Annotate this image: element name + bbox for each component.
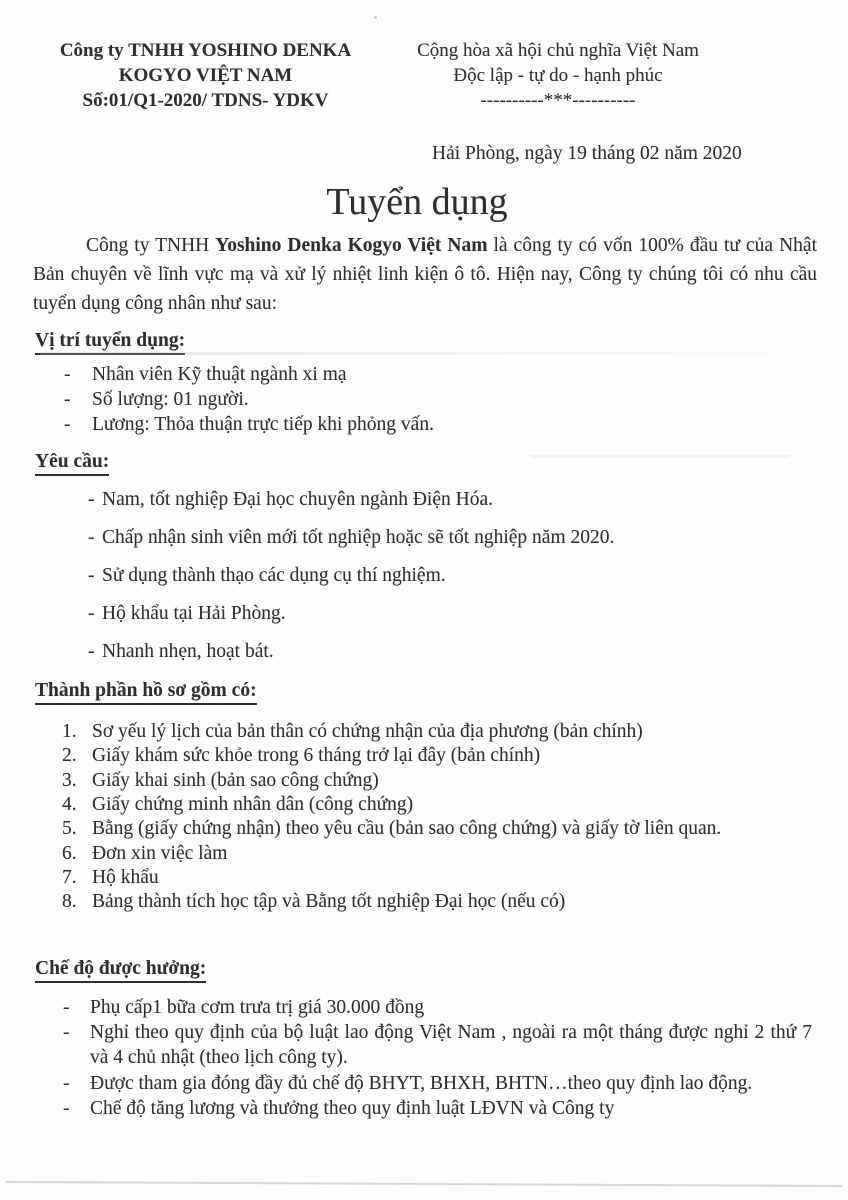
list-item <box>0 601 848 626</box>
list-item-text: Số lượng: 01 người. <box>92 389 249 411</box>
list-item-text: Hộ khẩu tại Hải Phòng. <box>102 603 286 624</box>
list-item <box>0 412 848 437</box>
item-number: 5. <box>62 818 77 840</box>
list-item <box>0 842 848 866</box>
list-item-text: Sử dụng thành thạo các dụng cụ thí nghiệm. <box>102 565 446 586</box>
list-item <box>0 525 848 550</box>
list-item-text: Giấy khai sinh (bản sao công chứng) <box>92 769 379 791</box>
list-item-text: Chế độ tăng lương và thưởng theo quy định luật LĐVN và Công ty <box>90 1097 615 1119</box>
list-item <box>0 817 848 841</box>
list-item <box>0 362 848 387</box>
dateline: Hải Phòng, ngày 19 tháng 02 năm 2020 <box>432 143 742 164</box>
list-item-text: Nam, tốt nghiệp Đại học chuyên ngành Điện Hóa. <box>102 489 493 510</box>
item-number: 3. <box>62 769 77 791</box>
benefits-list <box>0 995 812 1121</box>
section-heading-position: Vị trí tuyển dụng: <box>35 328 185 355</box>
scan-smudge-artifact <box>530 455 790 458</box>
list-item-text: Chấp nhận sinh viên mới tốt nghiệp hoặc sẽ tốt nghiệp năm 2020. <box>102 527 615 548</box>
list-item-text: Nghỉ theo quy định của bộ luật lao động Việt Nam , ngoài ra một tháng được nghỉ 2 thứ 7 và 4 chủ nhật (theo lịch công ty). <box>90 1022 812 1069</box>
documents-list <box>0 720 848 915</box>
list-item-text: Giấy khám sức khỏe trong 6 tháng trở lại đây (bản chính) <box>92 745 541 767</box>
list-item <box>0 387 848 412</box>
header-separator: ----------***---------- <box>480 90 636 111</box>
item-number: 8. <box>62 891 77 913</box>
item-number: 1. <box>62 721 77 742</box>
section-heading-requirements: Yêu cầu: <box>35 449 109 476</box>
company-header-block <box>28 38 383 113</box>
company-name-inline: Yoshino Denka Kogyo Việt Nam <box>215 235 488 256</box>
scan-edge-line-artifact <box>6 1181 842 1187</box>
list-item <box>0 866 848 890</box>
list-item-text: Bằng (giấy chứng nhận) theo yêu cầu (bản sao công chứng) và giấy tờ liên quan. <box>92 818 722 840</box>
item-number: 6. <box>62 842 77 864</box>
list-item <box>0 563 848 588</box>
item-number: 4. <box>62 794 77 816</box>
list-item <box>0 1096 812 1121</box>
dash-marker: - <box>88 565 95 586</box>
list-item-text: Hộ khẩu <box>92 867 159 889</box>
list-item <box>0 769 848 793</box>
list-item <box>0 1020 812 1070</box>
list-item-text: Nhanh nhẹn, hoạt bát. <box>102 641 274 662</box>
list-item-text: Giấy chứng minh nhân dân (công chứng) <box>92 794 414 816</box>
dash-marker: - <box>88 603 95 624</box>
company-name-line-1: Công ty TNHH YOSHINO DENKA <box>59 40 352 61</box>
national-header-block <box>388 38 728 113</box>
dash-marker: - <box>88 489 95 510</box>
intro-text-after: là công ty có vốn 100% đầu tư của Nhật Bản chuyên về lĩnh vực mạ và xử lý nhiệt linh kiện ô tô. Hiện nay, Công ty chúng tôi có nhu cầu tuyển dụng công nhân như sau: <box>33 235 817 314</box>
dash-marker: - <box>64 389 71 411</box>
dash-marker: - <box>63 1072 70 1094</box>
position-list <box>0 362 848 438</box>
item-number: 2. <box>62 745 77 767</box>
list-item-text: Được tham gia đóng đầy đủ chế độ BHYT, BHXH, BHTN…theo quy định lao động. <box>90 1072 753 1094</box>
intro-text-before: Công ty TNHH <box>86 235 216 256</box>
scan-dot-artifact <box>374 16 377 19</box>
intro-paragraph <box>33 231 817 318</box>
list-item <box>0 890 848 914</box>
page-title: Tuyển dụng <box>326 181 508 223</box>
requirements-list <box>0 487 848 677</box>
dash-marker: - <box>63 1097 70 1119</box>
list-item-text: Sơ yếu lý lịch của bản thân có chứng nhận của địa phương (bản chính) <box>92 721 643 742</box>
dash-marker: - <box>88 527 95 548</box>
list-item <box>0 639 848 664</box>
list-item <box>0 744 848 768</box>
scan-smudge-artifact <box>40 352 770 355</box>
company-name-line-2: KOGYO VIỆT NAM <box>118 65 293 86</box>
dash-marker: - <box>63 1022 70 1044</box>
list-item-text: Bảng thành tích học tập và Bằng tốt nghiệp Đại học (nếu có) <box>92 891 566 913</box>
list-item <box>0 793 848 817</box>
document-reference-number: Số:01/Q1-2020/ TDNS- YDKV <box>82 90 329 111</box>
list-item <box>0 1071 812 1096</box>
dash-marker: - <box>64 414 71 436</box>
list-item <box>0 487 848 512</box>
dash-marker: - <box>88 641 95 662</box>
list-item-text: Phụ cấp1 bữa cơm trưa trị giá 30.000 đồng <box>90 997 425 1018</box>
dash-marker: - <box>64 364 71 385</box>
national-motto: Độc lập - tự do - hạnh phúc <box>453 65 663 86</box>
dash-marker: - <box>63 997 70 1018</box>
item-number: 7. <box>62 867 77 889</box>
national-title: Cộng hòa xã hội chủ nghĩa Việt Nam <box>417 40 699 61</box>
list-item <box>0 995 812 1020</box>
list-item <box>0 720 848 744</box>
list-item-text: Nhân viên Kỹ thuật ngành xi mạ <box>92 364 347 385</box>
section-heading-benefits: Chế độ được hưởng: <box>35 956 206 983</box>
list-item-text: Lương: Thỏa thuận trực tiếp khi phỏng vấn. <box>92 414 434 436</box>
list-item-text: Đơn xin việc làm <box>92 842 228 864</box>
section-heading-documents: Thành phần hồ sơ gồm có: <box>35 678 257 705</box>
